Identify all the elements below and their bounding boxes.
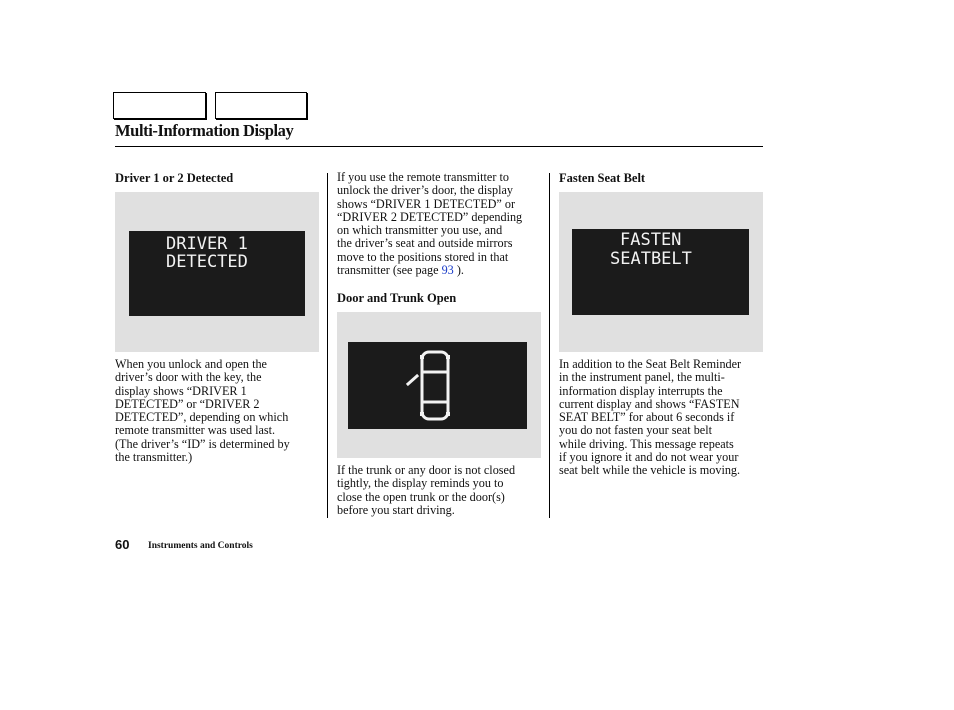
fasten-seat-belt-heading: Fasten Seat Belt [559, 171, 646, 185]
seatbelt-display-line-1: FASTEN [620, 230, 682, 250]
text-line: (The driver’s “ID” is determined by [115, 436, 290, 451]
text-fragment: transmitter (see page [337, 263, 442, 278]
text-line: in the instrument panel, the multi- [559, 370, 725, 385]
text-line [337, 264, 547, 277]
door-trunk-open-heading: Door and Trunk Open [337, 291, 457, 305]
driver-display-screen [129, 231, 305, 316]
header-tab-box-1 [113, 92, 206, 119]
column-divider-2 [549, 173, 550, 518]
page-93-link[interactable]: 93 [441, 263, 454, 278]
text-line: current display and shows “FASTEN [559, 396, 740, 411]
driver-display-line-1: DRIVER 1 [166, 234, 248, 254]
seatbelt-display-line-2: SEATBELT [610, 249, 692, 269]
text-line: “DRIVER 2 DETECTED” depending [337, 209, 523, 224]
text-line: the driver’s seat and outside mirrors [337, 236, 513, 251]
text-line: In addition to the Seat Belt Reminder [559, 357, 742, 371]
text-line: When you unlock and open the [115, 357, 267, 371]
driver-display-line-2: DETECTED [166, 252, 248, 272]
text-line: seat belt while the vehicle is moving. [559, 463, 741, 478]
text-line: while driving. This message repeats [559, 436, 734, 451]
text-line: DETECTED”, depending on which [115, 410, 289, 425]
title-rule [115, 146, 763, 147]
text-line: DETECTED” or “DRIVER 2 [115, 396, 260, 411]
text-line: remote transmitter was used last. [115, 423, 276, 438]
page-title: Multi-Information Display [115, 121, 294, 140]
car-door-open-icon [406, 348, 456, 424]
text-line: If you use the remote transmitter to [337, 170, 509, 184]
text-line: the transmitter.) [115, 450, 193, 465]
transmitter-paragraph [337, 171, 547, 277]
text-line: SEAT BELT” for about 6 seconds if [559, 410, 735, 425]
seatbelt-display-panel [559, 192, 763, 352]
seatbelt-display-screen [572, 229, 749, 315]
text-line: shows “DRIVER 1 DETECTED” or [337, 196, 516, 211]
text-line: tightly, the display reminds you to [337, 476, 504, 491]
door-trunk-paragraph [337, 464, 547, 517]
driver-detected-heading: Driver 1 or 2 Detected [115, 171, 234, 185]
text-line: information display interrupts the [559, 383, 723, 398]
header-tab-box-2 [215, 92, 307, 119]
column-divider-1 [327, 173, 328, 518]
page-number: 60 [115, 537, 130, 552]
text-line: if you ignore it and do not wear your [559, 450, 739, 465]
driver-display-panel [115, 192, 319, 352]
text-line: close the open trunk or the door(s) [337, 489, 505, 504]
text-line: driver’s door with the key, the [115, 370, 262, 385]
seatbelt-paragraph [559, 358, 769, 478]
text-line: move to the positions stored in that [337, 249, 509, 264]
text-line: If the trunk or any door is not closed [337, 463, 516, 477]
text-line: on which transmitter you use, and [337, 223, 503, 238]
text-fragment: ). [453, 263, 464, 278]
door-display-panel [337, 312, 541, 458]
text-line: display shows “DRIVER 1 [115, 383, 247, 398]
door-display-screen [348, 342, 527, 429]
section-name: Instruments and Controls [148, 541, 253, 551]
text-line: before you start driving. [337, 502, 455, 517]
text-line: unlock the driver’s door, the display [337, 183, 513, 198]
driver-detected-paragraph [115, 358, 325, 464]
text-line: you do not fasten your seat belt [559, 423, 712, 438]
